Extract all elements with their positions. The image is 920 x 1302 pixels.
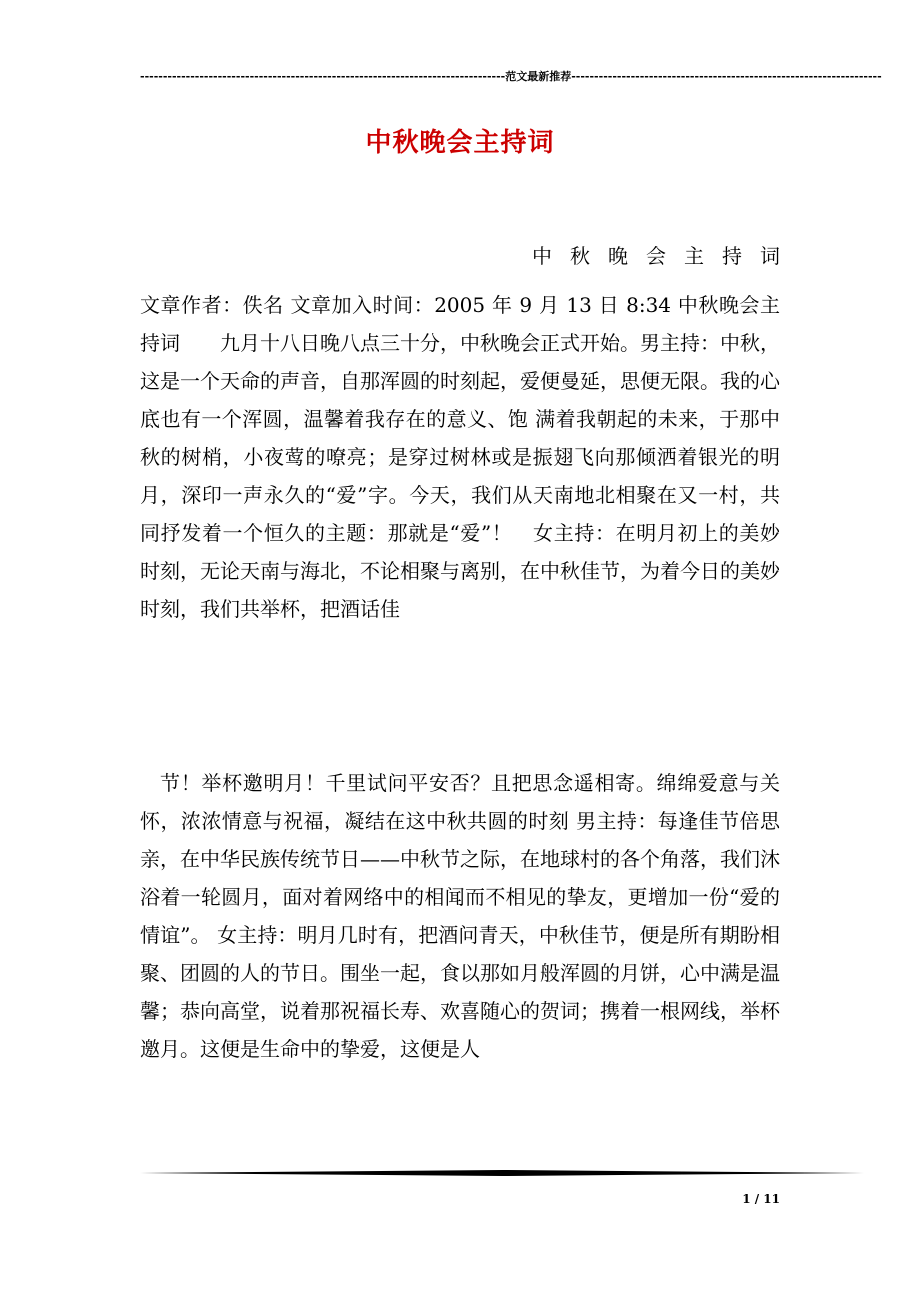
document-subtitle: 中秋晚会主持词: [532, 244, 798, 268]
document-title: 中秋晚会主持词: [365, 128, 555, 158]
page-header: --------------------------------------------------------------------------------范文最新推荐--------------------------------------------------------------------: [140, 70, 882, 83]
page-number: 1 / 11: [742, 1192, 780, 1206]
body-paragraph: 文章作者：佚名 文章加入时间：2005 年 9 月 13 日 8:34 中秋晚会主持词 九月十八日晚八点三十分，中秋晚会正式开始。男主持：中秋，这是一个天命的声音，自那浑圆的时刻起，爱便曼延，思便无限。我的心 底也有一个浑圆，温馨着我存在的意义、饱 满着我朝起的未来，于那中秋的树梢，小夜莺的嘹亮；是穿过树林或是振翅飞向那倾洒着银光的明月，深印一声永久的“爱”字。今天，我们从天南地北相聚在又一村，共同抒发着一个恒久的主题：那就是“爱”！ 女主持：在明月初上的美妙时刻，无论天南与海北，不论相聚与离别，在中秋佳节，为着今日的美妙时刻，我们共举杯，把酒话佳: [140, 293, 780, 621]
body-paragraph: 节！举杯邀明月！千里试问平安否？且把思念遥相寄。绵绵爱意与关怀，浓浓情意与祝福，凝结在这中秋共圆的时刻 男主持：每逢佳节倍思亲，在中华民族传统节日——中秋节之际，在地球村的各个角落，我们沐浴着一轮圆月，面对着网络中的相闻而不相见的挚友，更增加一份“爱的情谊”。 女主持：明月几时有，把酒问青天，中秋佳节，便是所有期盼相聚、团圆的人的节日。围坐一起，食以那如月般浑圆的月饼，心中满是温馨；恭向高堂，说着那祝福长寿、欢喜随心的贺词；携着一根网线，举杯邀月。这便是生命中的挚爱，这便是人: [140, 771, 780, 1061]
footer-divider: [140, 1170, 864, 1176]
